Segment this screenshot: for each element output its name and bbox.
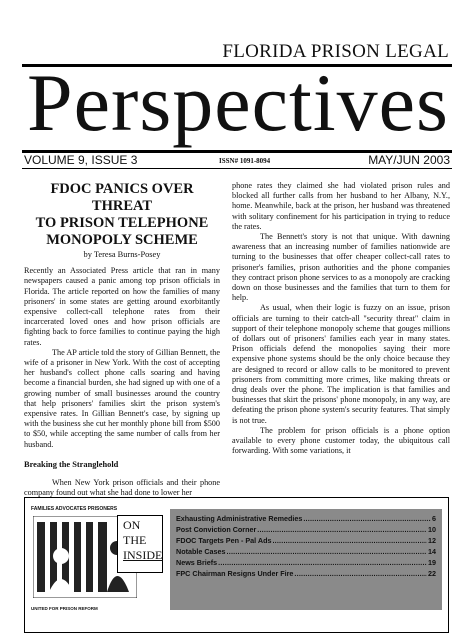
logo-top-text: FAMILIES ADVOCATES PRISONERS	[31, 506, 118, 512]
on-inside-line: THE	[123, 533, 147, 547]
headline-line: TO PRISON TELEPHONE	[35, 215, 209, 231]
article-paragraph: As usual, when their logic is fuzzy on an issue, prison officials are turning to their catch-all "security threat" claim in support of their telephone monopoly scheme that gouges millions of dollars out of prisoners' families each year in many states. Prison officials defend the monopolies saying their more expensive phone systems should be the only choice because they are designed to record or allow calls to be monitored to prevent prisoners from committing more crimes, like making threats or drug deals over the phone. The implication is that families and businesses that skirt the prisons' phone monopoly, in any way, are defeating the prison phone system's security features. That simply is not true.	[232, 303, 450, 425]
article-paragraph: The AP article told the story of Gillian Bennett, the wife of a prisoner in New York. With the cost of accepting her husband's collect phone calls soaring and having become a financial burden, she had signed up with one of a growing number of small businesses around the country that help prisoners' families skirt the prison system's expensive rates. In Gillian Bennett's case, by signing up with the business she cut her monthly phone bill from $500 to $50, while accepting the same number of calls from her husband.	[24, 347, 220, 449]
toc-entry-label: FPC Chairman Resigns Under Fire	[176, 569, 294, 578]
toc-entry[interactable]	[176, 568, 436, 579]
article-headline	[24, 181, 220, 249]
toc-entry[interactable]	[176, 535, 436, 546]
masthead-organization: FLORIDA PRISON LEGAL	[222, 41, 449, 62]
article-right-column	[232, 181, 450, 456]
toc-entry-page: 10	[428, 525, 436, 534]
toc-entry[interactable]	[176, 557, 436, 568]
contents-box	[24, 497, 449, 633]
toc-entry-label: News Briefs	[176, 558, 218, 567]
toc-entry-label: Notable Cases	[176, 547, 226, 556]
newsletter-title: Perspectives	[27, 57, 449, 148]
article-paragraph: The problem for prison officials is a phone option available to every phone customer today, the ubiquitous call forwarding. With some variations, it	[232, 425, 450, 456]
toc-entry-label: Post Conviction Corner	[176, 525, 257, 534]
toc-entry[interactable]	[176, 524, 436, 535]
toc-entry[interactable]	[176, 546, 436, 557]
toc-entry-page: 12	[428, 536, 436, 545]
toc-entry-label: FDOC Targets Pen - Pal Ads	[176, 536, 272, 545]
logo-bottom-text: UNITED FOR PRISON REFORM	[31, 606, 98, 611]
article-byline: by Teresa Burns-Posey	[83, 250, 161, 259]
article-subhead: Breaking the Stranglehold	[24, 459, 119, 469]
headline-line: FDOC PANICS OVER THREAT	[50, 181, 194, 214]
on-inside-line: INSIDE	[123, 548, 163, 562]
toc-entry[interactable]	[176, 513, 436, 524]
toc-entry-label: Exhausting Administrative Remedies	[176, 514, 303, 523]
headline-line: MONOPOLY SCHEME	[46, 232, 198, 248]
on-the-inside-label	[117, 515, 163, 573]
issue-bar-bottom-rule	[22, 168, 452, 169]
issue-bar	[22, 152, 452, 168]
on-inside-line: ON	[123, 518, 141, 532]
toc-entry-page: 19	[428, 558, 436, 567]
issn: ISSN# 1091-8094	[219, 157, 271, 165]
issue-date: MAY/JUN 2003	[368, 153, 450, 167]
article-paragraph: Recently an Associated Press article that ran in many newspapers caused a panic among top prison officials in Florida. The article reported on how the families of many prisoners' in some states are getting around exorbitantly expensive collect-call telephone rates from their incarcerated loved ones and how prison officials are fighting back to force families to continue paying the high rates.	[24, 266, 220, 347]
article-paragraph: phone rates they claimed she had violated prison rules and blocked all further calls from her husband to her Albany, N.Y., home. Meanwhile, back at the prison, her husband was threatened with solitary confinement for his participation in trying to reduce the rates.	[232, 181, 450, 231]
toc-entry-page: 6	[432, 514, 436, 523]
article-paragraph: The Bennett's story is not that unique. With dawning awareness that an increasing number of families nationwide are turning to the businesses that offer cheaper collect-call rates to prisoner's families, prison authorities and the phone companies they contract prison phone services to as a monopoly are cracking down on those businesses and the families that turn to them for help.	[232, 232, 450, 303]
volume-issue: VOLUME 9, ISSUE 3	[24, 153, 138, 167]
toc-entry-page: 22	[428, 569, 436, 578]
toc-entry-page: 14	[428, 547, 436, 556]
article-left-column	[24, 181, 220, 498]
article-paragraph: When New York prison officials and their phone company found out what she had done to lower her	[24, 478, 220, 498]
table-of-contents	[170, 509, 442, 610]
